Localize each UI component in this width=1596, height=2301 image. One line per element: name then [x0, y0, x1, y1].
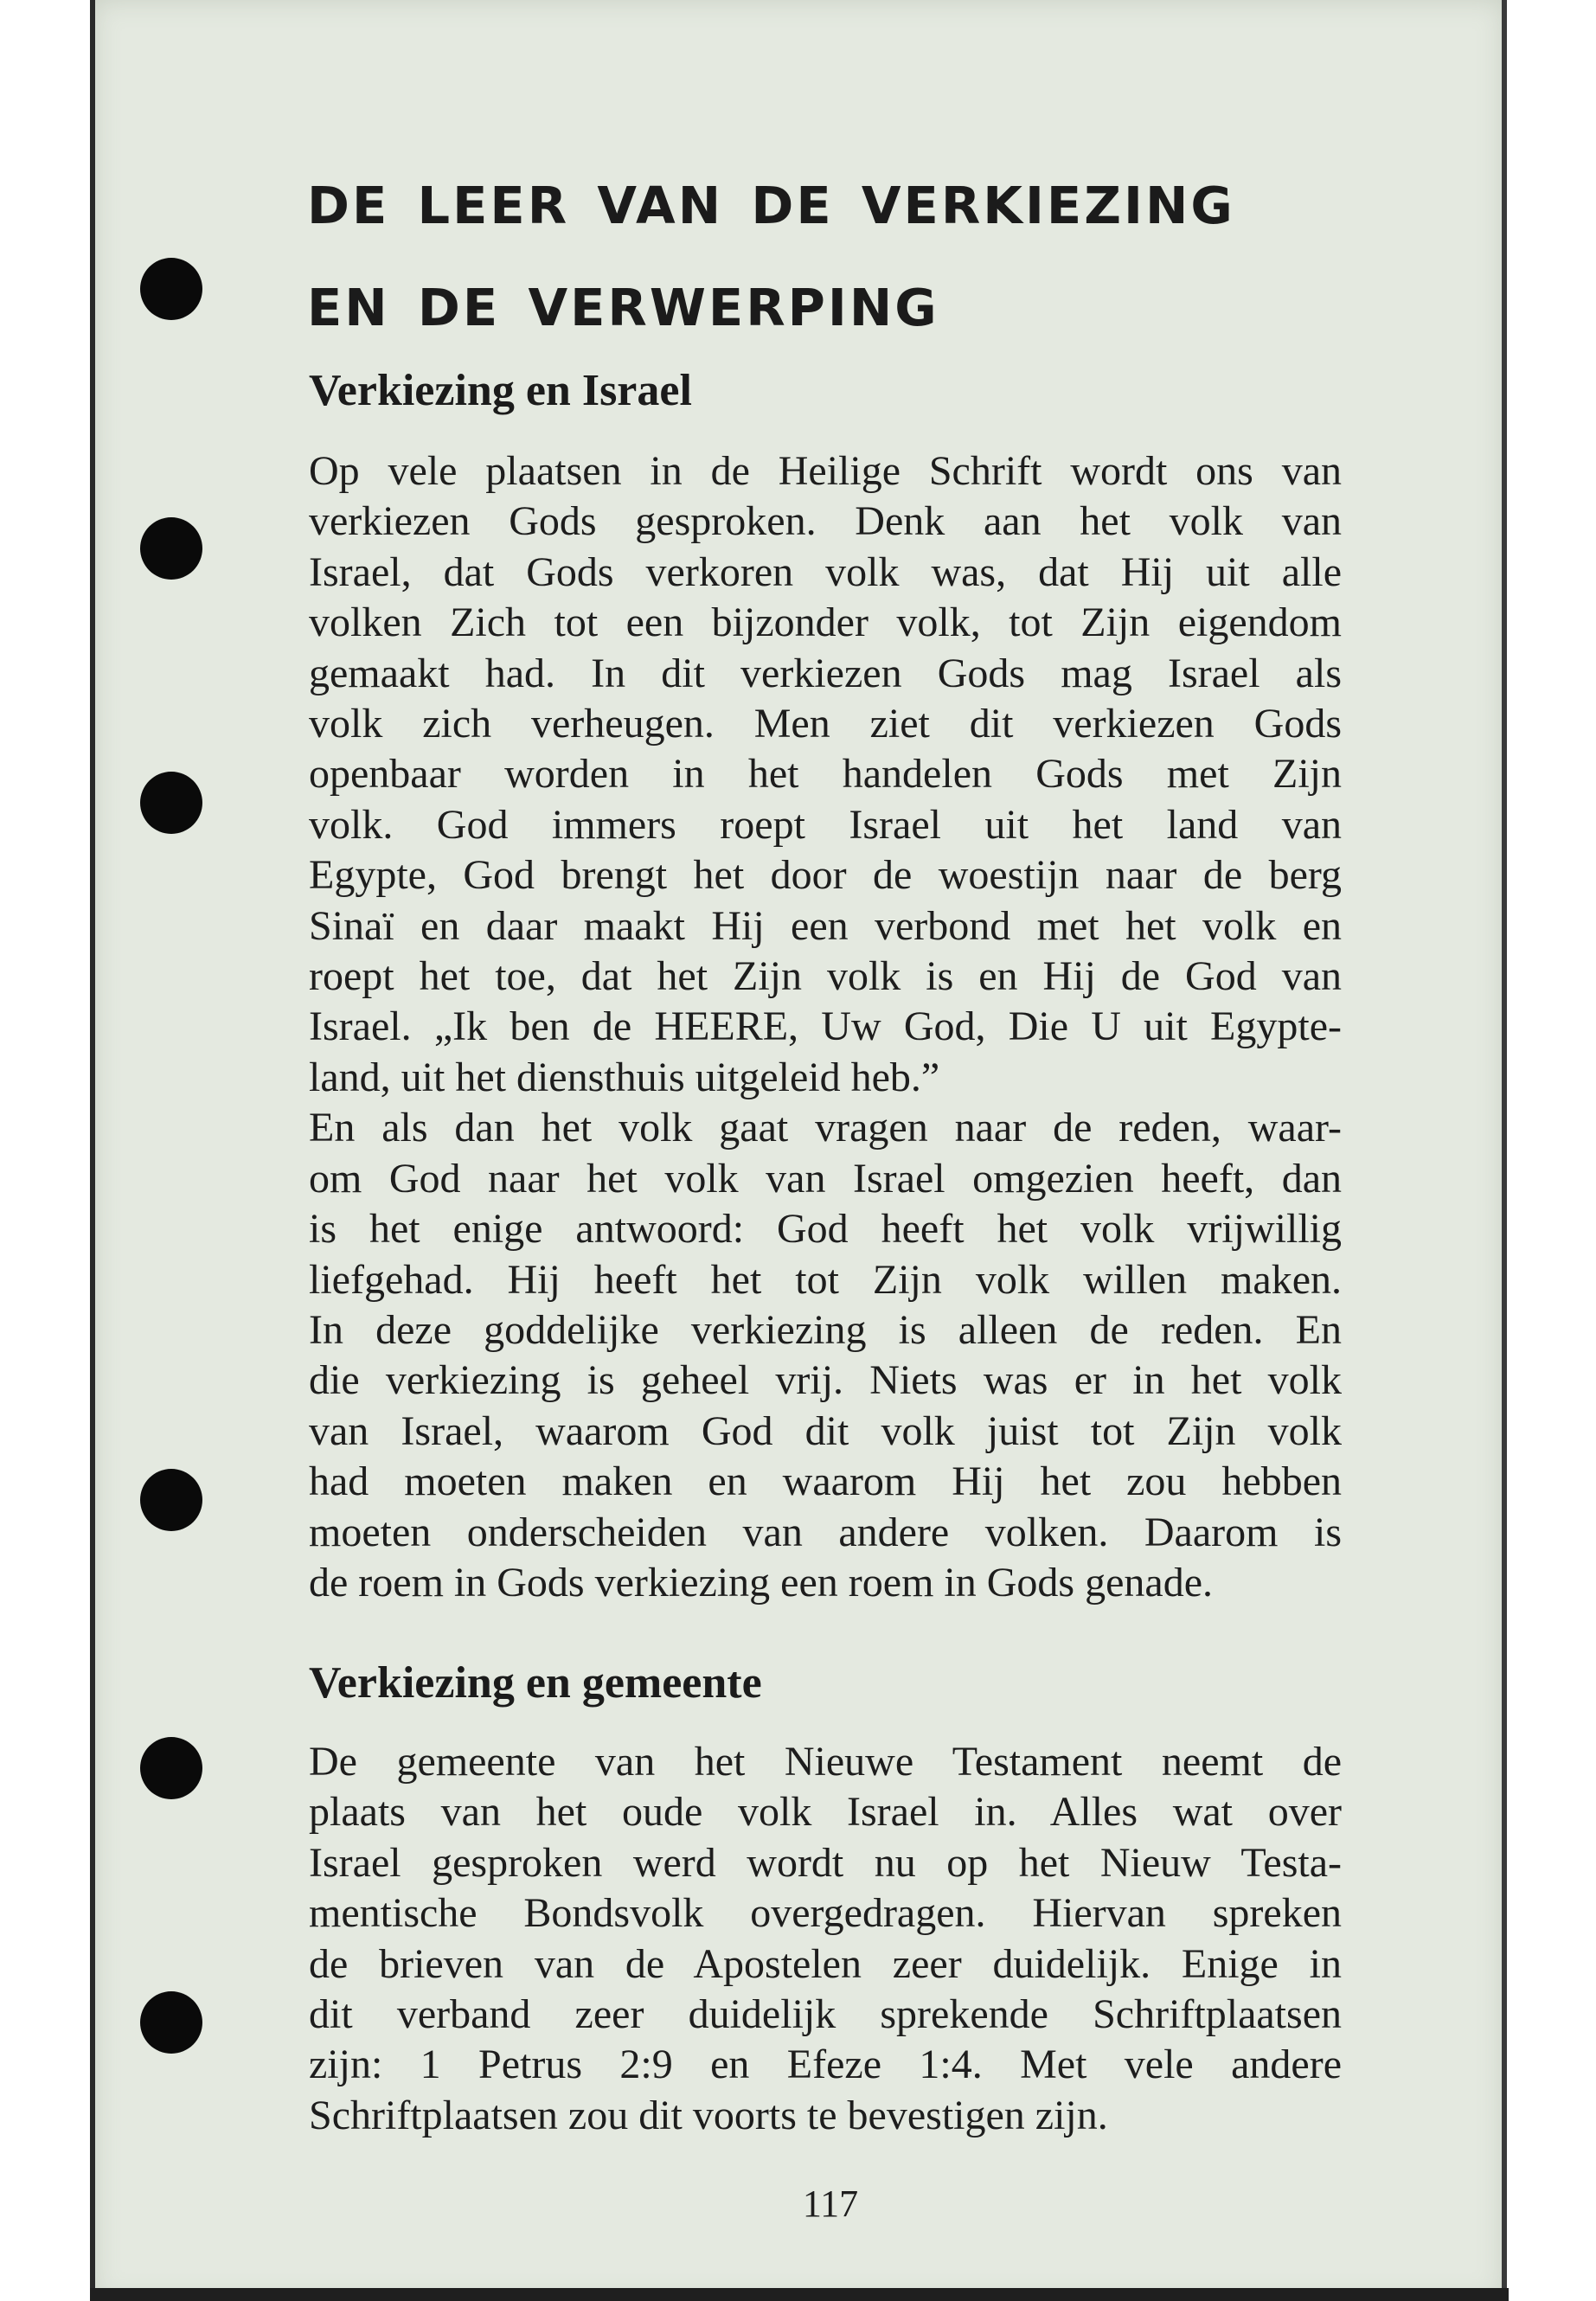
text-line: de brieven van de Apostelen zeer duidelijk. Enige in [309, 1940, 1342, 1987]
text-line: plaats van het oude volk Israel in. Alles wat over [309, 1789, 1342, 1836]
chapter-title-line: de leer van de verkiezing [307, 156, 1235, 240]
section-heading: Verkiezing en Israel [309, 366, 692, 415]
text-line: zijn: 1 Petrus 2:9 en Efeze 1:4. Met vele andere [309, 2041, 1342, 2088]
text-line: Op vele plaatsen in de Heilige Schrift wordt ons van [309, 448, 1342, 494]
chapter-title [307, 147, 1345, 351]
text-line: Sinaï en daar maakt Hij een verbond met het volk en [309, 902, 1342, 949]
page-edge-right [1502, 0, 1507, 2301]
text-line: roept het toe, dat het Zijn volk is en Hij de God van [309, 953, 1342, 1000]
punch-hole [140, 1991, 202, 2054]
text-line: de roem in Gods verkiezing een roem in Gods genade. [309, 1559, 1214, 1606]
page-number: 117 [802, 2182, 859, 2225]
punch-hole [140, 258, 202, 320]
text-line: had moeten maken en waarom Hij het zou hebben [309, 1458, 1342, 1505]
text-line: Schriftplaatsen zou dit voorts te bevestigen zijn. [309, 2092, 1108, 2138]
page-edge-bottom [90, 2288, 1509, 2301]
text-line: dit verband zeer duidelijk sprekende Schriftplaatsen [309, 1991, 1342, 2038]
section-heading: Verkiezing en gemeente [309, 1658, 762, 1708]
text-line: gemaakt had. In dit verkiezen Gods mag Israel als [309, 650, 1342, 696]
text-line: In deze goddelijke verkiezing is alleen de reden. En [309, 1306, 1342, 1353]
text-line: volken Zich tot een bijzonder volk, tot Zijn eigendom [309, 599, 1342, 646]
text-line: van Israel, waarom God dit volk juist tot Zijn volk [309, 1407, 1342, 1454]
chapter-title-line: en de verwerping [307, 258, 939, 343]
text-line: Israel gesproken werd wordt nu op het Nieuw Testa- [309, 1839, 1342, 1886]
text-line: volk zich verheugen. Men ziet dit verkiezen Gods [309, 701, 1342, 747]
text-line: openbaar worden in het handelen Gods met Zijn [309, 751, 1342, 798]
text-line: volk. God immers roept Israel uit het land van [309, 801, 1342, 848]
text-line: is het enige antwoord: God heeft het volk vrijwillig [309, 1206, 1342, 1253]
text-line: moeten onderscheiden van andere volken. Daarom is [309, 1509, 1342, 1555]
section-body [309, 446, 1342, 1608]
text-line: Israel, dat Gods verkoren volk was, dat Hij uit alle [309, 548, 1342, 595]
text-line: De gemeente van het Nieuwe Testament neemt de [309, 1739, 1342, 1785]
text-line: En als dan het volk gaat vragen naar de reden, waar- [309, 1105, 1342, 1151]
punch-hole [140, 772, 202, 834]
page-edge-left [90, 0, 95, 2301]
text-line: land, uit het diensthuis uitgeleid heb.” [309, 1054, 940, 1100]
text-line: mentische Bondsvolk overgedragen. Hiervan spreken [309, 1890, 1342, 1937]
text-line: liefgehad. Hij heeft het tot Zijn volk willen maken. [309, 1256, 1342, 1303]
text-line: verkiezen Gods gesproken. Denk aan het volk van [309, 498, 1342, 545]
text-line: Israel. „Ik ben de HEERE, Uw God, Die U uit Egypte- [309, 1003, 1342, 1050]
punch-hole [140, 1469, 202, 1531]
text-line: Egypte, God brengt het door de woestijn naar de berg [309, 852, 1342, 899]
punch-hole [140, 517, 202, 580]
section-body [309, 1737, 1342, 2141]
text-line: die verkiezing is geheel vrij. Niets was er in het volk [309, 1357, 1342, 1404]
text-line: om God naar het volk van Israel omgezien heeft, dan [309, 1155, 1342, 1202]
punch-hole [140, 1737, 202, 1799]
